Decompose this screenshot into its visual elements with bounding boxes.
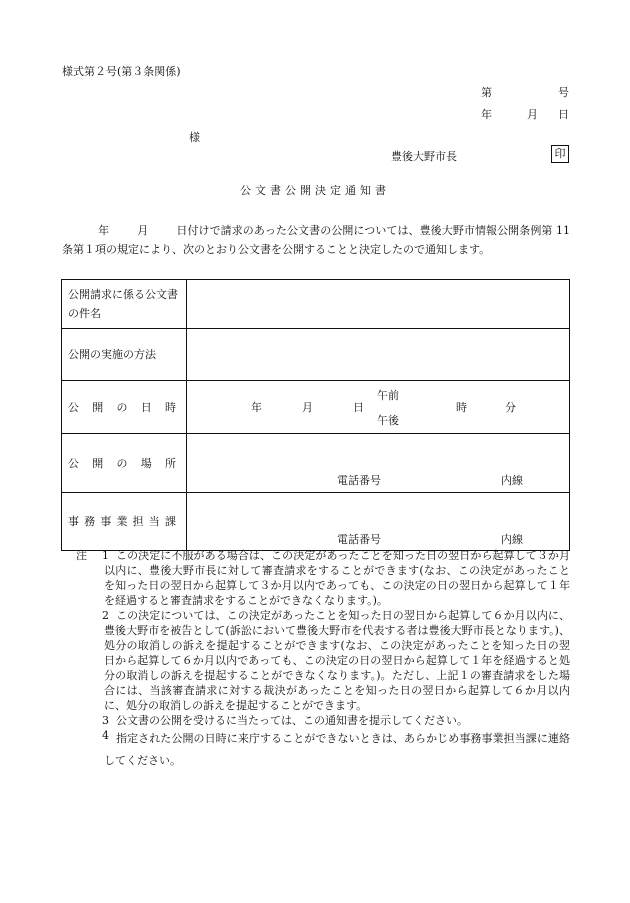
note-number: 3	[102, 714, 109, 727]
note-number: 2	[102, 609, 109, 622]
datetime-label	[62, 381, 187, 434]
request-subject-label-text: 公開請求に係る公文書の件名	[68, 288, 178, 320]
table-row	[62, 434, 570, 493]
location-label	[62, 434, 187, 493]
notes-section	[62, 548, 570, 772]
label-char: 場	[140, 456, 152, 470]
datetime-month: 月	[302, 401, 313, 414]
label-char: 時	[165, 400, 176, 414]
label-char: 課	[164, 515, 176, 528]
label-char: 当	[148, 515, 160, 528]
document-title: 公文書公開決定通知書	[240, 184, 390, 197]
location-phone-label: 電話番号	[337, 474, 381, 487]
label-char: 開	[92, 456, 104, 470]
datetime-value	[187, 381, 570, 434]
note-text: この決定に不服がある場合は、この決定があったことを知った日の翌日から起算して３か月以内に、豊後大野市長に対して審査請求をすることができます(なお、この決定があったことを知った日の翌日から起算して３か月以内であっても、この決定の日の翌日から起算して１年を経過すると審査請求をすることができなくなります。)。	[104, 549, 570, 607]
location-extension-label: 内線	[501, 474, 523, 487]
number-suffix: 号	[558, 86, 569, 99]
intro-month: 月	[137, 224, 149, 237]
request-subject-value	[187, 280, 570, 329]
label-char: 業	[116, 515, 128, 528]
label-char: 公	[68, 456, 79, 470]
department-extension-label: 内線	[501, 533, 523, 546]
label-char: 日	[140, 400, 152, 414]
intro-paragraph	[62, 221, 570, 259]
notes-prefix: 注	[76, 549, 87, 562]
table-row	[62, 493, 570, 551]
seal-mark: 印	[551, 145, 569, 163]
note-number: 1	[102, 549, 109, 562]
datetime-hour: 時	[456, 401, 467, 414]
form-code: 様式第２号(第３条関係)	[62, 65, 181, 78]
datetime-minute: 分	[505, 401, 516, 414]
note-item	[62, 548, 570, 608]
datetime-year: 年	[251, 401, 262, 414]
note-number: 4	[102, 729, 109, 742]
datetime-pm: 午後	[377, 414, 399, 427]
datetime-am: 午前	[377, 389, 399, 402]
issue-date-day: 日	[558, 108, 569, 121]
label-char: の	[116, 456, 128, 470]
note-text: 指定された公開の日時に来庁することができないときは、あらかじめ事務事業担当課に連絡してください。	[104, 732, 570, 767]
department-phone-label: 電話番号	[337, 533, 381, 546]
label-char: 所	[165, 456, 176, 470]
note-item	[62, 728, 570, 772]
department-label	[62, 493, 187, 551]
table-row	[62, 381, 570, 434]
method-label: 公開の実施の方法	[62, 329, 187, 381]
note-text: 公文書の公開を受けるに当たっては、この通知書を提示してください。	[116, 714, 468, 727]
label-char: の	[116, 400, 128, 414]
note-item	[62, 713, 570, 728]
label-char: 公	[68, 400, 79, 414]
intro-year: 年	[98, 224, 110, 237]
label-char: 開	[92, 400, 104, 414]
label-char: 事	[68, 515, 79, 528]
notice-table	[61, 279, 570, 551]
request-subject-label	[62, 280, 187, 329]
label-char: 事	[100, 515, 112, 528]
issue-date-year: 年	[481, 108, 492, 121]
note-item	[62, 608, 570, 713]
location-value	[187, 434, 570, 493]
issue-date-month: 月	[527, 108, 538, 121]
method-value	[187, 329, 570, 381]
table-row	[62, 329, 570, 381]
intro-text: 日付けで請求のあった公文書の公開については、豊後大野市情報公開条例第 11 条第１項の規定により、次のとおり公文書を公開することと決定したので通知します。	[62, 224, 571, 256]
number-prefix: 第	[481, 86, 492, 99]
datetime-day: 日	[353, 401, 364, 414]
department-value	[187, 493, 570, 551]
note-text: この決定については、この決定があったことを知った日の翌日から起算して６か月以内に、豊後大野市を被告として(訴訟において豊後大野市を代表する者は豊後大野市長となります。)、処分の取消しの訴えを提起することができます(なお、この決定があったことを知った日の翌日から起算して６か月以内であっても、この決定の日の翌日から起算して１年を経過すると処分の取消しの訴えを提起することができなくなります。)。ただし、上記１の審査請求をした場合には、当該審査請求に対する裁決があったことを知った日の翌日から起算して６か月以内に、処分の取消しの訴えを提起することができます。	[104, 609, 570, 712]
label-char: 務	[84, 515, 96, 528]
label-char: 担	[132, 515, 144, 528]
table-row	[62, 280, 570, 329]
addressee-honorific: 様	[189, 131, 200, 144]
issuer-name: 豊後大野市長	[391, 150, 457, 163]
